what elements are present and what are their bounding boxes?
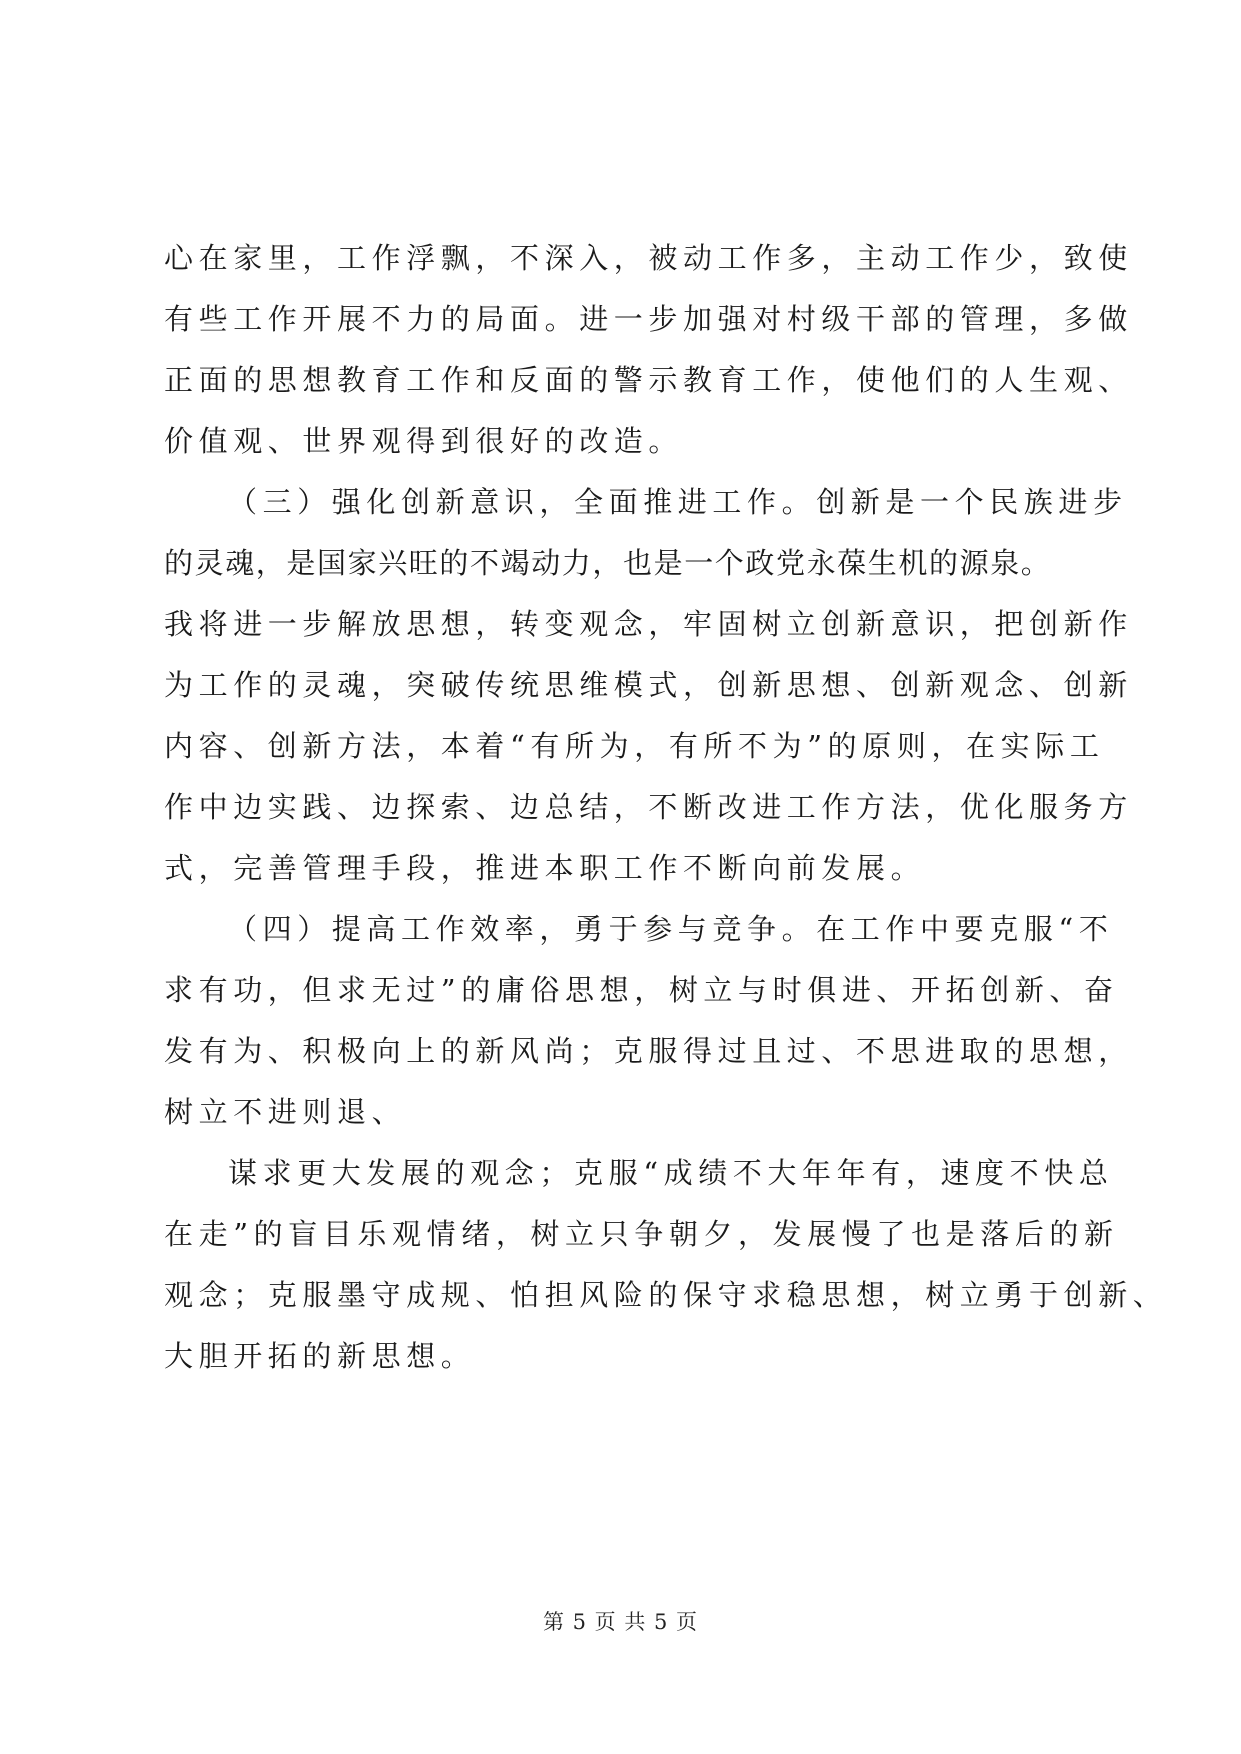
text-line: 正面的思想教育工作和反面的警示教育工作，使他们的人生观、 xyxy=(164,363,1133,397)
paragraph-start-line: （四）提高工作效率，勇于参与竞争。在工作中要克服“不 xyxy=(228,912,1114,946)
text-line: 发有为、积极向上的新风尚；克服得过且过、不思进取的思想， xyxy=(164,1034,1133,1068)
text-line: 大胆开拓的新思想。 xyxy=(164,1339,476,1373)
text-line: 在走”的盲目乐观情绪，树立只争朝夕，发展慢了也是落后的新 xyxy=(164,1217,1119,1251)
text-line: 作中边实践、边探索、边总结，不断改进工作方法，优化服务方 xyxy=(164,790,1133,824)
paragraph-start-line: 谋求更大发展的观念；克服“成绩不大年年有，速度不快总 xyxy=(228,1156,1114,1190)
paragraph-start-line: （三）强化创新意识，全面推进工作。创新是一个民族进步 xyxy=(228,485,1128,519)
page-number-footer: 第 5 页 共 5 页 xyxy=(542,1610,699,1634)
text-line: 式，完善管理手段，推进本职工作不断向前发展。 xyxy=(164,851,926,885)
text-line: 我将进一步解放思想，转变观念，牢固树立创新意识，把创新作 xyxy=(164,607,1133,641)
text-line: 为工作的灵魂，突破传统思维模式，创新思想、创新观念、创新 xyxy=(164,668,1133,702)
text-line: 心在家里，工作浮飘，不深入，被动工作多，主动工作少，致使 xyxy=(164,241,1133,275)
document-body xyxy=(164,228,1168,1387)
text-line: 观念；克服墨守成规、怕担风险的保守求稳思想，树立勇于创新、 xyxy=(164,1278,1168,1312)
text-line: 求有功，但求无过”的庸俗思想，树立与时俱进、开拓创新、奋 xyxy=(164,973,1119,1007)
text-line: 的灵魂，是国家兴旺的不竭动力，也是一个政党永葆生机的源泉。 xyxy=(164,546,1052,580)
text-line: 内容、创新方法，本着“有所为，有所不为”的原则，在实际工 xyxy=(164,729,1105,763)
text-line: 树立不进则退、 xyxy=(164,1095,407,1129)
text-line: 有些工作开展不力的局面。进一步加强对村级干部的管理，多做 xyxy=(164,302,1133,336)
text-line: 价值观、世界观得到很好的改造。 xyxy=(164,424,684,458)
